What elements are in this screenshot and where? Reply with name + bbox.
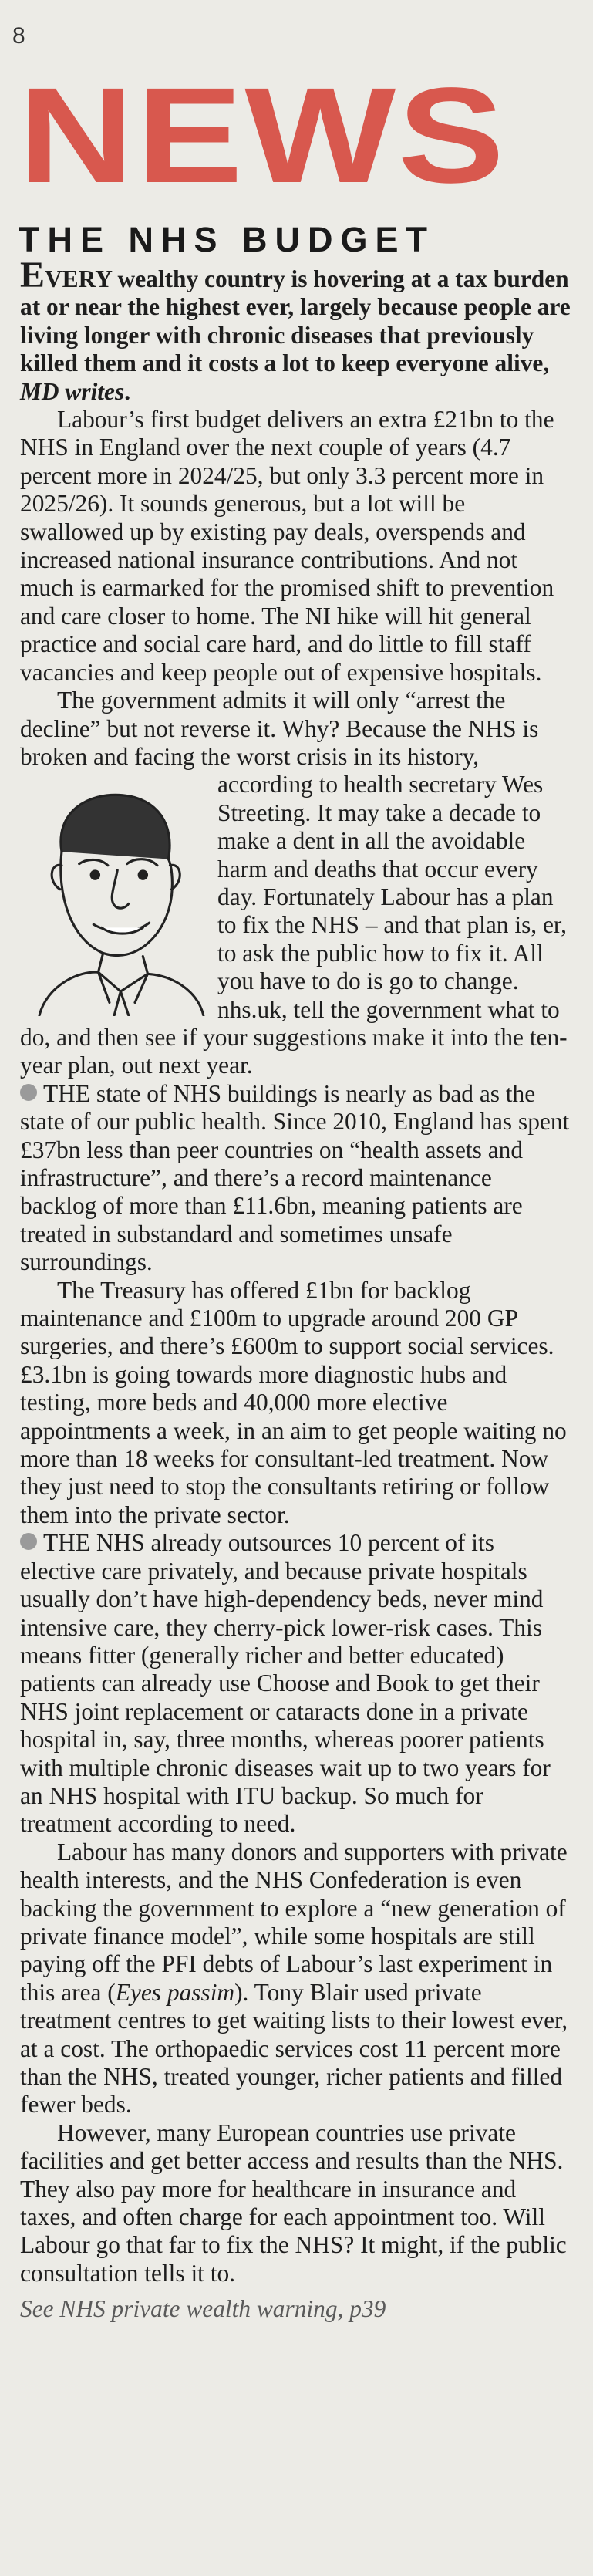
paragraph-5-text: THE NHS already outsources 10 percent of its elective care privately, and because private hospitals usually don’t have high-dependency beds, never mind intensive care, they cherry-pick lower-risk cases. This means fitter (generally richer and better educated) patients can already use Choose and Book to get their NHS joint replacement or cataracts done in a private hospital in, say, three months, whereas poorer patients with multiple chronic diseases wait up to two years for an NHS hospital with ITU backup. So much for treatment according to need. [20, 1529, 551, 1838]
paragraph-5 [20, 1529, 572, 1838]
article-headline: THE NHS BUDGET [19, 220, 436, 259]
paragraph-2 [20, 687, 572, 1080]
lead-text: VERY wealthy country is hovering at a tax burden at or near the highest ever, largely because people are living longer with chronic diseases that previously killed them and it costs a lot to keep everyone alive, [20, 265, 571, 377]
cross-reference: See NHS private wealth warning, p39 [20, 2295, 386, 2323]
article-body [20, 255, 572, 2324]
paragraph-2-end: Streeting. It may take a decade to make a dent in all the avoidable harm and deaths that occur every day. Fortunately Labour has a plan to fix the NHS – and that plan is, er, to ask the public how to fix it. All you have to do is go to change. nhs.uk, tell the government what to do, and then see if your suggestions make it into the ten-year plan, out next year. [20, 798, 568, 1079]
lead-end: . [124, 377, 131, 405]
paragraph-6 [20, 1838, 572, 2119]
drop-cap: E [20, 255, 45, 295]
page-number: 8 [12, 23, 25, 49]
paragraph-6-end: ). Tony Blair used private treatment centres to get waiting lists to their lowest ever, at a cost. The orthopaedic services cost 11 percent more than the NHS, treated younger, richer patients and filled fewer beds. [20, 1978, 568, 2119]
lead-paragraph [20, 255, 572, 406]
paragraph-1: Labour’s first budget delivers an extra £21bn to the NHS in England over the next couple of years (4.7 percent more in 2024/25, but only 3.3 percent more in 2025/26). It sounds generous, but a lot will be swallowed up by existing pay deals, overspends and increased national insurance contributions. And not much is earmarked for the promised shift to prevention and care closer to home. The NI hike will hit general practice and social care hard, and do little to fill staff vacancies and keep people out of expensive hospitals. [20, 406, 554, 686]
eyes-passim-reference: Eyes passim [115, 1978, 235, 2006]
paragraph-7: However, many European countries use private facilities and get better access and results than the NHS. They also pay more for healthcare in insurance and taxes, and often charge for each appointment too. Will Labour go that far to fix the NHS? It might, if the public consultation tells it to. [20, 2119, 567, 2287]
paragraph-2-start: The government admits it will only “arrest the decline” but not reverse it. Why? Because the NHS is broken and facing the worst crisis in its history, according to health secretary Wes [20, 687, 544, 798]
grey-circle-bullet-icon [20, 1533, 37, 1550]
paragraph-3-text: THE state of NHS buildings is nearly as bad as the state of our public health. Since 2010, England has spent £37bn less than peer countries on “health assets and infrastructure”, and there’s a record maintenance backlog of more than £11.6bn, meaning patients are treated in substandard and sometimes unsafe surroundings. [20, 1079, 570, 1276]
news-banner: NEWS [19, 60, 507, 211]
paragraph-3 [20, 1080, 572, 1277]
paragraph-6-start: Labour has many donors and supporters with private health interests, and the NHS Confederation is even backing the government to explore a “new generation of private finance model”, while some hospitals are still paying off the PFI debts of Labour’s last experiment in this area ( [20, 1838, 568, 2006]
grey-circle-bullet-icon [20, 1084, 37, 1101]
byline: MD writes [20, 377, 125, 405]
paragraph-4: The Treasury has offered £1bn for backlog maintenance and £100m to upgrade around 200 GP surgeries, and there’s £600m to support social services. £3.1bn is going towards more diagnostic hubs and testing, more beds and 40,000 more elective appointments a week, in an aim to get people waiting no more than 18 weeks for consultant-led treatment. Now they just need to stop the consultants retiring or follow them into the private sector. [20, 1276, 567, 1528]
cartoon-portrait-icon [15, 775, 207, 1016]
